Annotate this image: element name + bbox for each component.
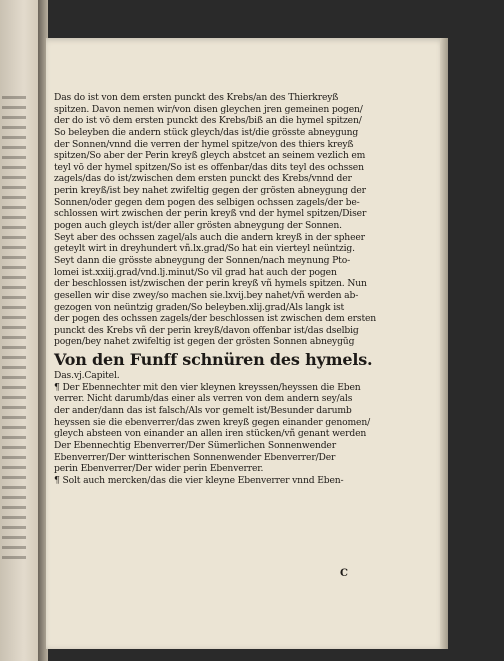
text-line: punckt des Krebs vñ der perin kreyß/davon offenbar ist/das dselbig <box>54 324 359 336</box>
text-line: Der Ebennechtig Ebenverrer/Der Sümerlichen Sonnenwender <box>54 439 336 451</box>
paragraph-1 <box>54 92 386 348</box>
text-line: pogen/bey nahet zwifeltig ist gegen der grösten Sonnen abneygūg <box>54 336 355 348</box>
left-page-text-fragment <box>2 96 26 566</box>
text-line: Seyt aber des ochssen zagel/als auch die andern kreyß in der spheer <box>54 231 365 243</box>
text-line: spitzen/So aber der Perin kreyß gleych abstcet an seinem vezlich em <box>54 150 366 162</box>
text-line: Ebenverrer/Der wintterischen Sonnenwender Ebenverrer/Der <box>54 451 336 463</box>
left-page-edge <box>0 0 40 661</box>
text-line: Sonnen/oder gegen dem pogen des selbigen ochssen zagels/der be- <box>54 196 360 208</box>
text-line: schlossen wirt zwischen der perin kreyß vnd der hymel spitzen/Diser <box>54 208 367 220</box>
paragraph-2 <box>54 382 386 487</box>
text-line: der ander/dann das ist falsch/Als vor gemelt ist/Besunder darumb <box>54 405 352 417</box>
section-heading: Von den Funff schnüren des hymels. <box>54 350 373 370</box>
text-line: der beschlossen ist/zwischen der perin kreyß vñ hymels spitzen. Nun <box>54 278 367 290</box>
text-line: perin Ebenverrer/Der wider perin Ebenverrer. <box>54 463 264 475</box>
text-line: geteylt wirt in dreyhundert vñ.lx.grad/So hat ein vierteyl neüntzig. <box>54 243 355 255</box>
text-line: der pogen des ochssen zagels/der beschlossen ist zwischen dem ersten <box>54 313 377 325</box>
chapter-label: Das.vj.Capitel. <box>54 370 120 382</box>
text-line: ¶ Solt auch mercken/das die vier kleyne Ebenverrer vnnd Eben- <box>54 474 344 486</box>
text-line: spitzen. Davon nemen wir/von disen gleychen jren gemeinen pogen/ <box>54 103 363 115</box>
page-text-block <box>54 92 386 487</box>
text-line: gezogen von neüntzig graden/So beleyben.xlij.grad/Als langk ist <box>54 301 345 313</box>
text-line: heyssen sie die ebenverrer/das zwen kreyß gegen einander genomen/ <box>54 416 371 428</box>
text-line: So beleyben die andern stück gleych/das ist/die grösste abneygung <box>54 126 359 138</box>
text-line: pogen auch gleych ist/der aller grösten abneygung der Sonnen. <box>54 220 342 232</box>
catchword: C <box>340 568 348 579</box>
text-line: der Sonnen/vnnd die verren der hymel spitze/von des thiers kreyß <box>54 138 354 150</box>
text-line: lomei ist.xxiij.grad/vnd.lj.minut/So vil grad hat auch der pogen <box>54 266 337 278</box>
text-line: teyl vō der hymel spitzen/So ist es offenbar/das dits teyl des ochssen <box>54 161 364 173</box>
text-line: perin kreyß/ist bey nahet zwifeltig gegen der grösten abneygung der <box>54 185 366 197</box>
text-line: ¶ Der Ebennechter mit den vier kleynen kreyssen/heyssen die Eben <box>54 381 361 393</box>
text-line: der do ist vō dem ersten punckt des Krebs/biß an die hymel spitzen/ <box>54 115 362 127</box>
text-line: gleych absteen von einander an allen iren stücken/vñ genant werden <box>54 428 367 440</box>
text-line: Das do ist von dem ersten punckt des Krebs/an des Thierkreyß <box>54 92 339 103</box>
text-line: gesellen wir dise zwey/so machen sie.lxvij.bey nahet/vñ werden ab- <box>54 289 359 301</box>
text-line: verrer. Nicht darumb/das einer als verren von dem andern sey/als <box>54 393 353 405</box>
page-edge-shadow <box>440 38 448 649</box>
text-line: Seyt dann die grösste abneygung der Sonnen/nach meynung Pto- <box>54 254 351 266</box>
text-line: zagels/das do ist/zwischen dem ersten punckt des Krebs/vnnd der <box>54 173 352 185</box>
